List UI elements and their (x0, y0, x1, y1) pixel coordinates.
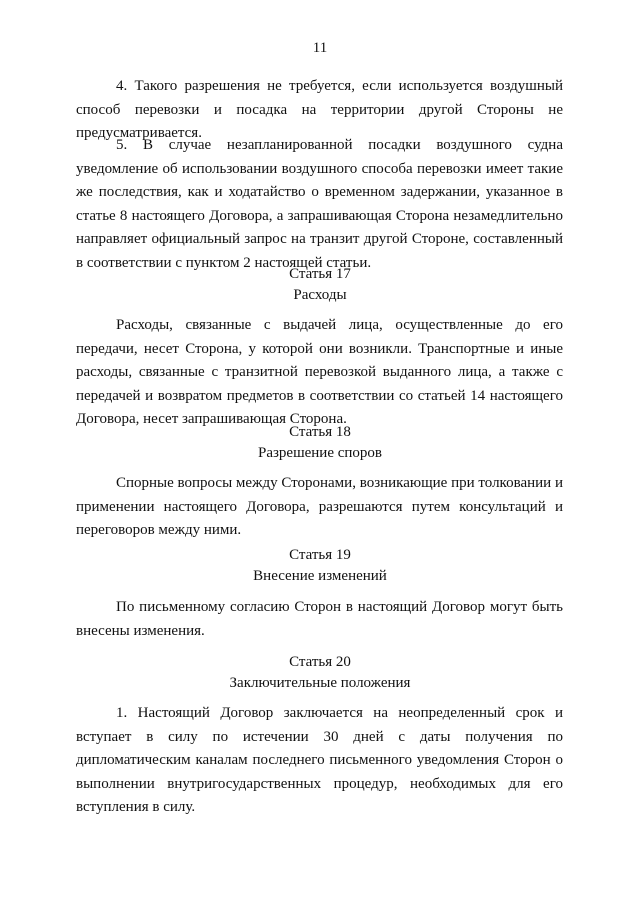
article-18-title: Разрешение споров (257, 445, 383, 461)
article-20-text: 1. Настоящий Договор заключается на неопределенный срок и вступает в силу по истечении 30 дней с даты получения по дипломатическим каналам последнего письменного уведомления Сторон о выполнении внутригосударственных процедур, необходимых для его вступления в силу. (76, 705, 563, 815)
article-19-heading (0, 545, 640, 587)
article-18-heading (0, 422, 640, 464)
page-number: 11 (312, 40, 328, 56)
article-17-heading (0, 264, 640, 306)
article-17-title: Расходы (293, 287, 347, 303)
article-18-number: Статья 18 (289, 424, 351, 440)
article-19-number: Статья 19 (289, 547, 351, 563)
article-17-number: Статья 17 (289, 266, 351, 282)
article-20-heading (0, 652, 640, 694)
article-18-text: Спорные вопросы между Сторонами, возникающие при толковании и применении настоящего Договора, разрешаются путем консультаций и переговоров между ними. (76, 475, 563, 538)
article-17-text: Расходы, связанные с выдачей лица, осуществленные до его передачи, несет Сторона, у которой они возникли. Транспортные и иные расходы, связанные с транзитной перевозкой выданного лица, а также с передачей и возвратом предметов в соответствии со статьей 14 настоящего Договора, несет запрашивающая Сторона. (76, 317, 563, 427)
article-19-text: По письменному согласию Сторон в настоящий Договор могут быть внесены изменения. (76, 599, 563, 639)
article-20-title: Заключительные положения (229, 675, 411, 691)
paragraph-art16-item5: 5. В случае незапланированной посадки воздушного судна уведомление об использовании воздушного способа перевозки имеет такие же последствия, как и ходатайство о временном задержании, указанное в статье 8 настоящего Договора, а запрашивающая Сторона незамедлительно направляет официальный запрос на транзит другой Стороне, составленный в соответствии с пунктом 2 настоящей статьи. (76, 137, 563, 271)
paragraph-art16-item4: 4. Такого разрешения не требуется, если используется воздушный способ перевозки и посадка на территории другой Стороны не предусматривается. (76, 78, 563, 141)
article-19-title: Внесение изменений (253, 568, 387, 584)
article-20-number: Статья 20 (289, 654, 351, 670)
